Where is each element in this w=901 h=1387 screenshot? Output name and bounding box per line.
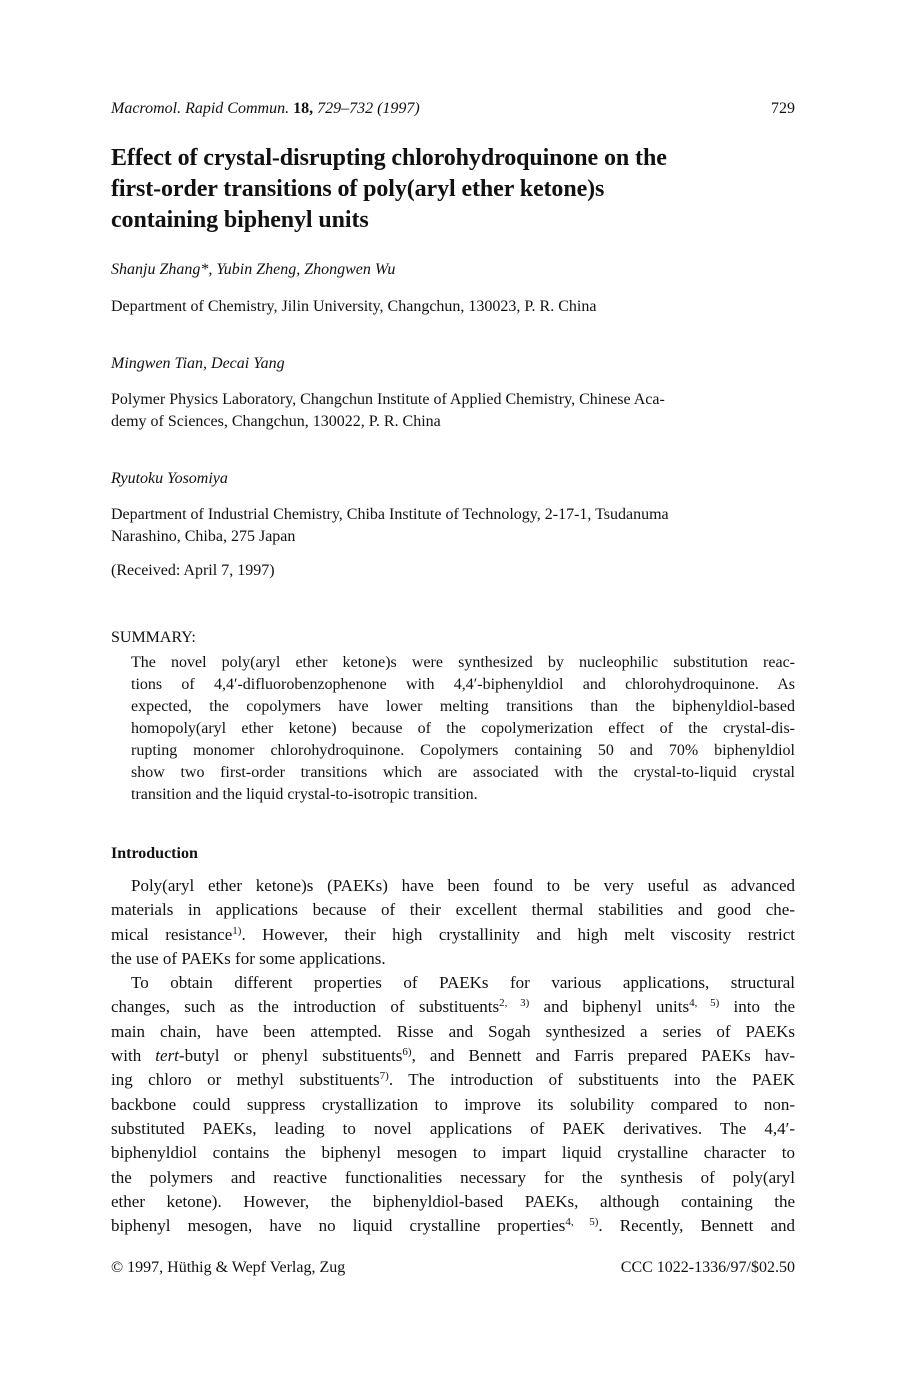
summary-text — [131, 652, 795, 806]
page-footer — [111, 1257, 795, 1279]
body-line: To obtain different properties of PAEKs for various applications, structural — [131, 973, 795, 993]
copyright-notice: © 1997, Hüthig & Wepf Verlag, Zug — [111, 1259, 346, 1276]
body-line: backbone could suppress crystallization to improve its solubility compared to non- — [111, 1094, 795, 1114]
citation-superscript: 2, 3) — [499, 997, 530, 1010]
author-list: Mingwen Tian, Decai Yang — [111, 355, 285, 372]
summary-label: SUMMARY: — [111, 629, 196, 646]
article-page — [111, 0, 795, 1387]
ccc-code: CCC 1022-1336/97/$02.50 — [620, 1259, 795, 1276]
affiliation-line: Department of Chemistry, Jilin University, Changchun, 130023, P. R. China — [111, 298, 597, 315]
body-line: with tert-butyl or phenyl substituents$^{6)}$, and Bennett and Farris prepared PAEKs hav- — [111, 1046, 796, 1066]
summary-line: transition and the liquid crystal-to-isotropic transition. — [131, 786, 478, 803]
body-line: substituted PAEKs, leading to novel applications of PAEK derivatives. The 4,4′- — [111, 1118, 795, 1138]
body-line: biphenyldiol contains the biphenyl mesogen to impart liquid crystalline character to — [111, 1143, 795, 1163]
citation-superscript: 7) — [379, 1070, 389, 1083]
summary-line: tions of 4,4′-difluorobenzophenone with 4,4′-biphenyldiol and chlorohydroquinone. As — [131, 676, 795, 693]
citation-superscript: 4, 5) — [689, 997, 720, 1010]
body-line: the use of PAEKs for some applications. — [111, 948, 386, 968]
affiliation — [111, 504, 795, 548]
page-number: 729 — [771, 100, 795, 117]
summary-line: The novel poly(aryl ether ketone)s were synthesized by nucleophilic substitution reac- — [131, 654, 795, 671]
body-line: changes, such as the introduction of substituents$^{2, 3)}$ and biphenyl units$^{4, 5)}$ into the — [111, 997, 796, 1017]
affiliation-line: Polymer Physics Laboratory, Changchun Institute of Applied Chemistry, Chinese Aca- — [111, 391, 665, 408]
affiliation-line: Narashino, Chiba, 275 Japan — [111, 528, 296, 545]
running-head — [111, 97, 795, 121]
citation-superscript: 1) — [232, 924, 242, 937]
author-list: Shanju Zhang*, Yubin Zheng, Zhongwen Wu — [111, 261, 396, 278]
body-line: main chain, have been attempted. Risse and Sogah synthesized a series of PAEKs — [111, 1021, 795, 1041]
journal-pages-year: 729–732 (1997) — [317, 100, 420, 117]
summary-line: rupting monomer chlorohydroquinone. Copolymers containing 50 and 70% biphenyldiol — [131, 742, 795, 759]
summary-line: expected, the copolymers have lower melting transitions than the biphenyldiol-based — [131, 698, 795, 715]
affiliation — [111, 389, 795, 433]
title-line: Effect of crystal-disrupting chlorohydroquinone on the — [111, 145, 667, 171]
body-line: biphenyl mesogen, have no liquid crystalline properties$^{4, 5)}$. Recently, Bennett and — [111, 1216, 795, 1236]
affiliation-line: Department of Industrial Chemistry, Chiba Institute of Technology, 2-17-1, Tsudanuma — [111, 506, 669, 523]
title-line: first-order transitions of poly(aryl ether ketone)s — [111, 176, 605, 202]
body-line: Poly(aryl ether ketone)s (PAEKs) have been found to be very useful as advanced — [131, 876, 795, 895]
journal-name: Macromol. Rapid Commun. — [111, 100, 290, 117]
author-list: Ryutoku Yosomiya — [111, 470, 228, 487]
section-heading-introduction: Introduction — [111, 845, 198, 862]
article-title — [111, 143, 795, 236]
affiliation — [111, 296, 795, 318]
body-line: materials in applications because of their excellent thermal stabilities and good che- — [111, 900, 795, 920]
body-line: mical resistance$^{1)}$. However, their high crystallinity and high melt viscosity restrict — [111, 924, 796, 944]
affiliation-line: demy of Sciences, Changchun, 130022, P. R. China — [111, 413, 441, 430]
journal-volume: 18, — [293, 100, 314, 117]
introduction-body — [111, 874, 795, 1238]
body-line: the polymers and reactive functionalities necessary for the synthesis of poly(aryl — [111, 1167, 795, 1187]
citation-superscript: 4, 5) — [565, 1216, 599, 1229]
citation-superscript: 6) — [402, 1046, 412, 1059]
summary-line: homopoly(aryl ether ketone) because of the copolymerization effect of the crystal-dis- — [131, 720, 795, 737]
body-line: ether ketone). However, the biphenyldiol-based PAEKs, although containing the — [111, 1191, 795, 1211]
title-line: containing biphenyl units — [111, 207, 369, 233]
received-date: (Received: April 7, 1997) — [111, 562, 275, 579]
summary-line: show two first-order transitions which are associated with the crystal-to-liquid crystal — [131, 764, 795, 781]
body-line: ing chloro or methyl substituents$^{7)}$. The introduction of substituents into the PAEK — [111, 1070, 795, 1090]
